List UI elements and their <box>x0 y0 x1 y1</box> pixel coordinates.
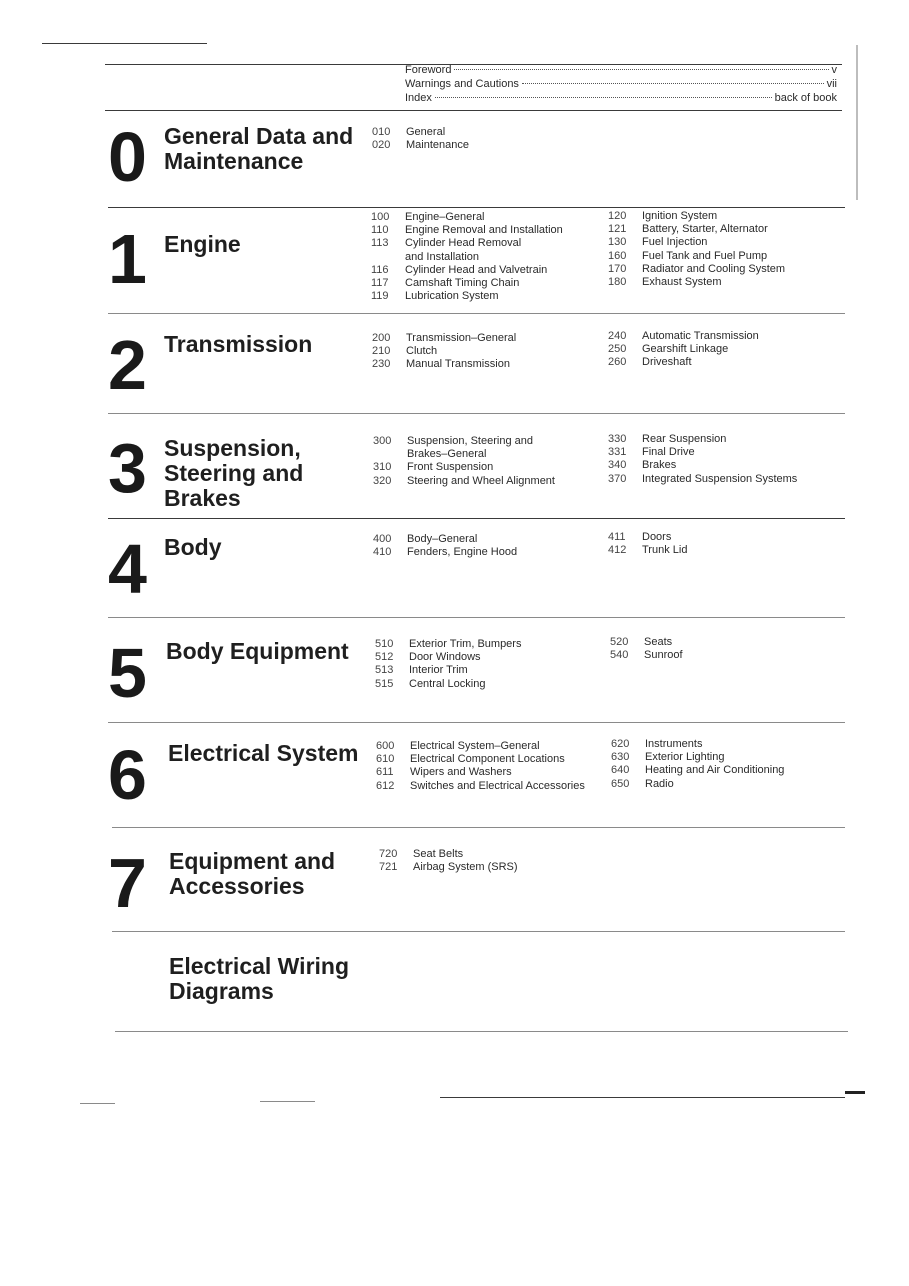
front-matter-page: vii <box>826 78 837 90</box>
section-0 <box>108 118 848 202</box>
entry-label: Body–General <box>407 533 478 545</box>
section-col-2 <box>608 210 843 289</box>
entry-code: 520 <box>610 636 629 648</box>
section-col-1 <box>371 211 606 303</box>
entry-label: Airbag System (SRS) <box>413 861 518 874</box>
front-matter-label: Warnings and Cautions <box>405 78 519 90</box>
toc-entry[interactable] <box>608 223 843 236</box>
toc-entry[interactable] <box>608 276 843 289</box>
dot-leader <box>522 83 824 84</box>
toc-entry[interactable] <box>371 237 606 250</box>
toc-entry[interactable] <box>376 780 608 793</box>
section-col-1 <box>376 740 608 793</box>
entry-label: Door Windows <box>409 651 481 664</box>
entry-label: Fuel Tank and Fuel Pump <box>642 249 768 262</box>
section-col-1 <box>373 533 608 559</box>
entry-code <box>371 251 405 264</box>
section-title[interactable]: Suspension, Steering and Brakes <box>164 435 304 511</box>
entry-label: Brakes <box>642 459 677 472</box>
entry-code: 512 <box>375 651 394 664</box>
entry-code: 117 <box>371 277 389 290</box>
toc-entry[interactable] <box>608 446 848 459</box>
entry-code: 515 <box>375 677 394 690</box>
entry-label: Doors <box>642 531 672 543</box>
toc-entry[interactable] <box>372 358 607 371</box>
section-7 <box>108 846 848 926</box>
entry-label: Interior Trim <box>409 664 468 677</box>
section-4 <box>108 531 848 611</box>
entry-code: 240 <box>608 330 627 342</box>
entry-label: Exhaust System <box>642 276 722 289</box>
entry-label: Sunroof <box>644 649 683 662</box>
dot-leader <box>435 97 772 98</box>
toc-entry[interactable] <box>608 343 843 356</box>
front-matter-row-warnings[interactable] <box>405 78 837 92</box>
toc-entry[interactable] <box>376 740 608 753</box>
entry-code: 320 <box>373 474 392 487</box>
toc-entry[interactable] <box>375 651 610 664</box>
entry-code: 370 <box>608 472 627 485</box>
section-divider <box>108 722 845 723</box>
section-col-1 <box>373 435 608 488</box>
toc-entry[interactable] <box>372 139 602 152</box>
entry-code: 116 <box>371 263 389 276</box>
entry-code <box>373 448 407 461</box>
toc-entry[interactable] <box>611 764 846 777</box>
entry-label: Wipers and Washers <box>410 766 512 779</box>
dot-leader <box>454 69 828 70</box>
entry-label: Switches and Electrical Accessories <box>410 779 585 792</box>
section-wiring-diagrams <box>108 954 848 1014</box>
entry-label: General <box>406 126 446 138</box>
entry-label: Heating and Air Conditioning <box>645 764 785 777</box>
section-6 <box>108 738 848 820</box>
entry-code: 611 <box>376 766 394 779</box>
entry-code: 230 <box>372 358 391 371</box>
front-matter-row-index[interactable] <box>405 92 837 106</box>
entry-code: 540 <box>610 649 629 662</box>
section-number: 5 <box>108 634 145 712</box>
toc-entry[interactable] <box>375 638 610 651</box>
section-divider <box>112 827 845 828</box>
entry-label: Radio <box>645 777 674 790</box>
entry-code: 721 <box>379 861 398 874</box>
section-number: 0 <box>108 118 145 196</box>
front-matter-bottom-rule <box>105 110 842 111</box>
toc-entry[interactable] <box>611 778 846 791</box>
entry-code: 510 <box>375 638 394 650</box>
toc-entry[interactable] <box>371 277 606 290</box>
entry-code: 610 <box>376 753 395 766</box>
entry-label: Manual Transmission <box>406 358 510 371</box>
entry-label: Steering and Wheel Alignment <box>407 474 555 487</box>
toc-entry[interactable] <box>608 236 843 249</box>
toc-entry[interactable] <box>608 330 843 343</box>
entry-label: Fuel Injection <box>642 236 708 249</box>
section-title[interactable]: Engine <box>164 231 241 257</box>
section-number: 6 <box>108 736 145 814</box>
top-left-scan-line <box>42 43 207 44</box>
section-col-2 <box>608 330 843 370</box>
entry-code: 640 <box>611 764 630 777</box>
entry-code: 412 <box>608 544 627 557</box>
page-edge-line <box>856 45 858 200</box>
toc-entry[interactable] <box>608 459 848 472</box>
entry-code: 200 <box>372 332 391 344</box>
section-number: 4 <box>108 530 145 608</box>
toc-entry[interactable] <box>375 678 610 691</box>
front-matter-label: Foreword <box>405 64 452 76</box>
entry-label: Front Suspension <box>407 461 494 474</box>
entry-code: 330 <box>608 433 627 445</box>
page-edge-mark <box>845 1091 865 1094</box>
entry-code: 410 <box>373 546 392 559</box>
section-col-1 <box>375 638 610 691</box>
section-title[interactable]: Electrical System <box>168 740 359 766</box>
entry-label: Suspension, Steering and <box>407 435 533 447</box>
toc-entry[interactable] <box>610 649 845 662</box>
front-matter-label: Index <box>405 92 432 104</box>
entry-label: Battery, Starter, Alternator <box>642 223 768 236</box>
entry-label: Seat Belts <box>413 848 464 860</box>
section-col-1 <box>379 848 611 874</box>
entry-label: Central Locking <box>409 677 486 690</box>
entry-code: 400 <box>373 533 392 545</box>
entry-code: 110 <box>371 224 389 237</box>
entry-code: 331 <box>608 446 627 459</box>
toc-entry[interactable] <box>372 345 607 358</box>
entry-code: 620 <box>611 738 630 750</box>
entry-code: 650 <box>611 777 630 790</box>
entry-code: 513 <box>375 664 394 677</box>
section-divider <box>108 617 845 618</box>
entry-label: Exterior Trim, Bumpers <box>409 638 522 650</box>
entry-label: Clutch <box>406 345 438 358</box>
entry-code: 600 <box>376 740 395 752</box>
entry-code: 411 <box>608 531 626 543</box>
toc-entry[interactable] <box>608 531 843 544</box>
entry-label: Cylinder Head Removal <box>405 237 522 250</box>
toc-entry[interactable] <box>375 664 610 677</box>
entry-label: Gearshift Linkage <box>642 343 729 356</box>
entry-label: Engine–General <box>405 211 485 223</box>
entry-code: 340 <box>608 459 627 472</box>
toc-entry[interactable] <box>608 433 848 446</box>
entry-label: Final Drive <box>642 446 695 459</box>
entry-label: Lubrication System <box>405 290 499 303</box>
entry-code: 630 <box>611 751 630 764</box>
entry-code: 020 <box>372 139 391 152</box>
front-matter-page: v <box>831 64 837 76</box>
section-divider <box>108 313 845 314</box>
toc-entry[interactable] <box>371 251 606 264</box>
toc-entry[interactable] <box>608 263 843 276</box>
entry-code: 160 <box>608 249 627 262</box>
section-title[interactable]: Equipment and Accessories <box>169 848 336 899</box>
entry-label: Ignition System <box>642 210 718 222</box>
bottom-scan-line <box>80 1103 115 1104</box>
entry-code: 121 <box>608 223 627 236</box>
entry-label: Trunk Lid <box>642 544 688 557</box>
entry-label: Transmission–General <box>406 332 517 344</box>
bottom-scan-line <box>440 1097 845 1098</box>
bottom-scan-line <box>260 1101 315 1102</box>
entry-label: Seats <box>644 636 673 648</box>
section-3 <box>108 429 848 515</box>
toc-entry[interactable] <box>372 332 607 345</box>
toc-entry[interactable] <box>376 753 608 766</box>
toc-entry[interactable] <box>608 473 848 486</box>
entry-label: Brakes–General <box>407 448 487 461</box>
entry-code: 720 <box>379 848 398 860</box>
section-title[interactable]: Electrical Wiring Diagrams <box>169 953 350 1004</box>
section-col-2 <box>610 636 845 662</box>
entry-label: Electrical System–General <box>410 740 540 752</box>
toc-entry[interactable] <box>373 461 608 474</box>
toc-entry[interactable] <box>371 290 606 303</box>
section-col-1 <box>372 126 602 152</box>
front-matter-row-foreword[interactable] <box>405 64 837 78</box>
entry-label: Radiator and Cooling System <box>642 262 786 275</box>
entry-code: 260 <box>608 356 627 369</box>
section-number: 3 <box>108 429 145 507</box>
section-col-2 <box>611 738 846 791</box>
entry-code: 612 <box>376 779 395 792</box>
toc-entry[interactable] <box>373 435 608 448</box>
entry-code: 300 <box>373 435 392 447</box>
toc-entry[interactable] <box>608 210 843 223</box>
toc-entry[interactable] <box>371 224 606 237</box>
entry-label: Fenders, Engine Hood <box>407 546 518 559</box>
section-title[interactable]: Body <box>164 534 222 560</box>
toc-entry[interactable] <box>608 544 843 557</box>
toc-entry[interactable] <box>371 211 606 224</box>
entry-label: Driveshaft <box>642 356 692 369</box>
toc-entry[interactable] <box>372 126 602 139</box>
entry-code: 210 <box>372 345 391 358</box>
section-col-2 <box>608 433 848 486</box>
toc-entry[interactable] <box>373 475 608 488</box>
toc-entry[interactable] <box>379 848 611 861</box>
section-divider <box>112 931 845 932</box>
entry-label: and Installation <box>405 250 479 263</box>
entry-label: Integrated Suspension Systems <box>642 472 798 485</box>
entry-code: 119 <box>371 290 389 303</box>
section-col-1 <box>372 332 607 372</box>
entry-label: Rear Suspension <box>642 433 727 445</box>
toc-entry[interactable] <box>610 636 845 649</box>
entry-label: Electrical Component Locations <box>410 753 565 766</box>
toc-entry[interactable] <box>373 546 608 559</box>
entry-code: 180 <box>608 276 627 289</box>
section-title[interactable]: General Data and Maintenance <box>164 123 354 174</box>
toc-entry[interactable] <box>611 751 846 764</box>
toc-entry[interactable] <box>376 766 608 779</box>
toc-entry[interactable] <box>608 356 843 369</box>
toc-entry[interactable] <box>373 533 608 546</box>
section-5 <box>108 636 848 716</box>
toc-entry[interactable] <box>611 738 846 751</box>
entry-label: Maintenance <box>406 139 469 152</box>
section-2 <box>108 326 848 410</box>
entry-code: 310 <box>373 461 392 474</box>
section-number: 1 <box>108 220 145 298</box>
entry-label: Camshaft Timing Chain <box>405 277 520 290</box>
entry-code: 130 <box>608 236 627 249</box>
section-number: 2 <box>108 326 145 404</box>
section-number: 7 <box>108 844 145 922</box>
section-divider <box>108 207 845 208</box>
entry-label: Engine Removal and Installation <box>405 224 563 237</box>
section-title[interactable]: Transmission <box>164 331 313 357</box>
entry-label: Exterior Lighting <box>645 751 725 764</box>
entry-code: 113 <box>371 237 389 250</box>
entry-code: 120 <box>608 210 627 222</box>
section-divider <box>108 413 845 414</box>
front-matter-page: back of book <box>774 92 837 104</box>
section-1 <box>108 210 848 310</box>
entry-label: Cylinder Head and Valvetrain <box>405 263 548 276</box>
section-title[interactable]: Body Equipment <box>166 638 349 664</box>
entry-label: Automatic Transmission <box>642 330 759 342</box>
front-matter-list <box>405 64 837 106</box>
section-divider <box>115 1031 848 1032</box>
entry-code: 100 <box>371 211 390 223</box>
toc-entry[interactable] <box>373 448 608 461</box>
toc-entry[interactable] <box>371 264 606 277</box>
section-col-2 <box>608 531 843 557</box>
entry-code: 250 <box>608 343 627 356</box>
toc-entry[interactable] <box>379 861 611 874</box>
entry-code: 010 <box>372 126 391 138</box>
toc-entry[interactable] <box>608 250 843 263</box>
entry-label: Instruments <box>645 738 703 750</box>
entry-code: 170 <box>608 262 627 275</box>
section-divider <box>108 518 845 519</box>
